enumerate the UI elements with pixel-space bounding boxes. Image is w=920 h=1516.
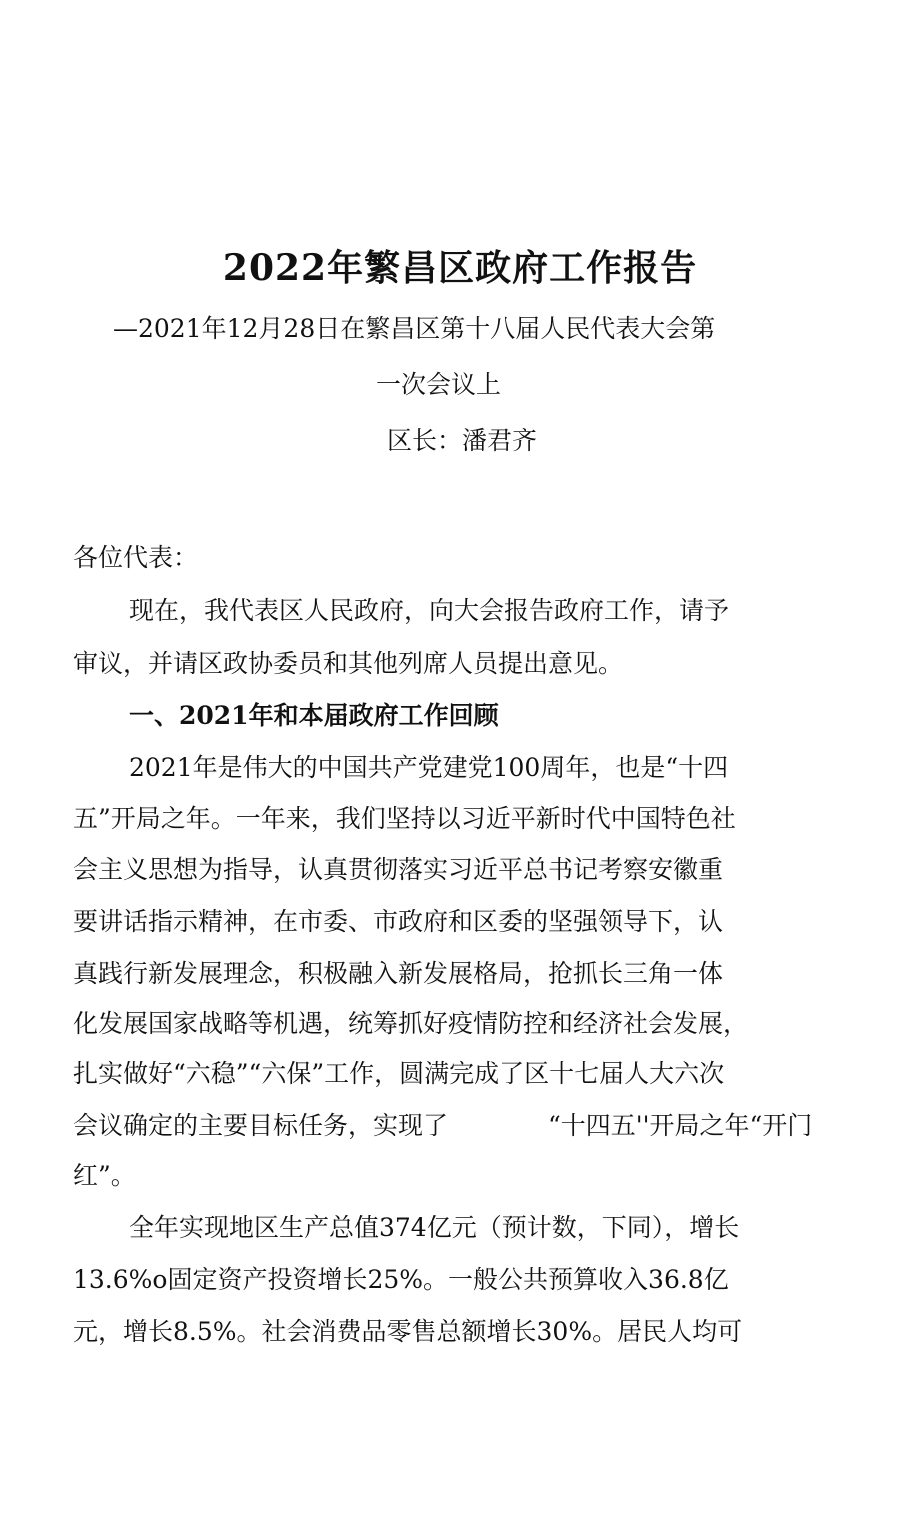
document-title: 2022年繁昌区政府工作报告 xyxy=(222,247,698,289)
subtitle-line-1: —2021年12月28日在繁昌区第十八届人民代表大会第 xyxy=(113,314,716,343)
intro-line-1: 现在，我代表区人民政府，向大会报告政府工作，请予 xyxy=(129,596,730,625)
paragraph-line: 红”。 xyxy=(73,1161,136,1190)
paragraph-line: 五”开局之年。一年来，我们坚持以习近平新时代中国特色社 xyxy=(73,804,736,833)
salutation: 各位代表： xyxy=(73,543,199,572)
paragraph-line: 化发展国家战略等机遇，统筹抓好疫情防控和经济社会发展， xyxy=(73,1009,749,1038)
paragraph-line: 扎实做好“六稳”“六保”工作，圆满完成了区十七届人大六次 xyxy=(73,1059,725,1088)
author-line: 区长：潘君齐 xyxy=(387,426,538,455)
paragraph-line: “十四五''开局之年“开门 xyxy=(548,1111,813,1140)
paragraph-line: 要讲话指示精神，在市委、市政府和区委的坚强领导下，认 xyxy=(73,907,724,936)
section-heading: 一、2021年和本届政府工作回顾 xyxy=(129,701,499,730)
subtitle-line-2: 一次会议上 xyxy=(376,370,502,399)
paragraph-line: 元，增长8.5%。社会消费品零售总额增长30%。居民人均可 xyxy=(73,1317,743,1346)
paragraph-line: 13.6%o固定资产投资增长25%。一般公共预算收入36.8亿 xyxy=(73,1265,729,1294)
paragraph-line: 会主义思想为指导，认真贯彻落实习近平总书记考察安徽重 xyxy=(73,855,724,884)
paragraph-line: 会议确定的主要目标任务，实现了 xyxy=(73,1111,449,1140)
paragraph-line: 真践行新发展理念，积极融入新发展格局，抢抓长三角一体 xyxy=(73,959,724,988)
intro-line-2: 审议，并请区政协委员和其他列席人员提出意见。 xyxy=(73,649,624,678)
paragraph-line: 2021年是伟大的中国共产党建党100周年，也是“十四 xyxy=(129,753,729,782)
paragraph-line: 全年实现地区生产总值374亿元（预计数，下同），增长 xyxy=(129,1213,740,1242)
